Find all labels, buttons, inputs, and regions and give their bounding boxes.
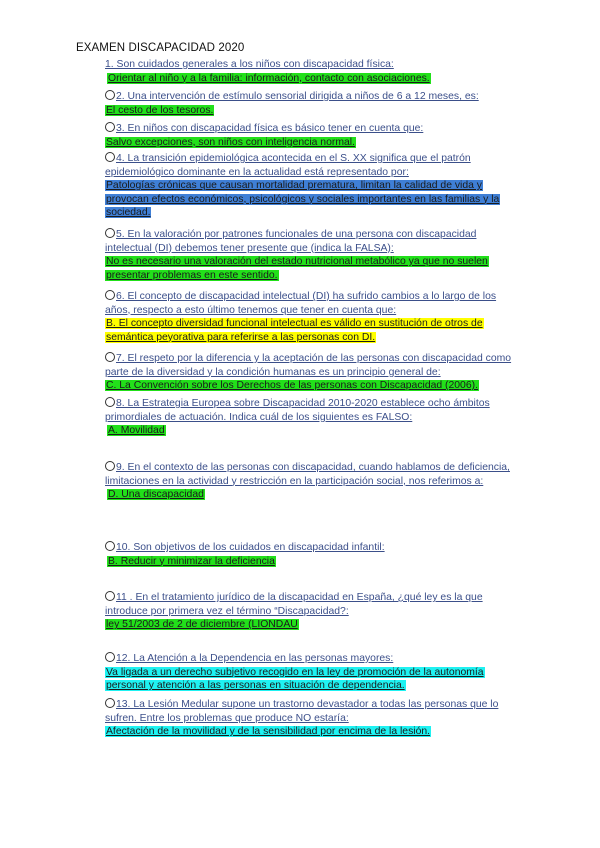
answer-highlight: B. El concepto diversidad funcional intelectual es válido en sustitución de otros de semántica peyorativa para referirse a las personas con DI. — [106, 318, 483, 343]
question-text: 12. La Atención a la Dependencia en las personas mayores: — [116, 653, 394, 664]
radio-button[interactable] — [105, 591, 115, 601]
answer-highlight: A. Movilidad — [108, 425, 165, 437]
answer-highlight: Va ligada a un derecho subjetivo recogido en la ley de promoción de la autonomía personal y atención a las personas en situación de dependencia. — [106, 666, 484, 692]
radio-button[interactable] — [105, 652, 115, 662]
question-text: 9. En el contexto de las personas con discapacidad, cuando hablamos de deficiencia, limitaciones en la actividad y restricción en la participación social, nos referimos a: — [105, 462, 510, 487]
question-8 — [105, 397, 520, 438]
radio-button[interactable] — [105, 290, 115, 300]
answer-highlight: Afectación de la movilidad y de la sensibilidad por encima de la lesión. — [106, 726, 431, 738]
exam-title: EXAMEN DISCAPACIDAD 2020 — [76, 42, 245, 54]
question-text: 6. El concepto de discapacidad intelectual (DI) ha sufrido cambios a lo largo de los años, respecto a esto último tenemos que tener en cuenta que: — [105, 291, 497, 316]
radio-button[interactable] — [105, 698, 115, 708]
question-12 — [105, 652, 517, 693]
question-13 — [105, 698, 520, 739]
question-text: 5. En la valoración por patrones funcionales de una persona con discapacidad intelectual (DI) debemos tener presente que (indica la FALSA): — [105, 229, 477, 254]
question-6 — [105, 290, 515, 344]
answer-highlight: Salvo excepciones, son niños con inteligencia normal. — [106, 136, 355, 148]
question-text: 8. La Estrategia Europea sobre Discapacidad 2010-2020 establece ocho ámbitos primordiales de actuación. Indica cuál de los siguientes es FALSO: — [105, 398, 490, 423]
question-2 — [105, 90, 525, 117]
radio-button[interactable] — [105, 228, 115, 238]
question-5 — [105, 228, 515, 282]
answer-highlight: ley 51/2003 de 2 de diciembre (LIONDAU — [106, 619, 298, 631]
question-text: 11 . En el tratamiento jurídico de la discapacidad en España, ¿qué ley es la que introduce por primera vez el término “Discapacidad?: — [105, 592, 483, 617]
question-4 — [105, 152, 515, 220]
question-7 — [105, 352, 517, 393]
answer-highlight: D. Una discapacidad — [108, 489, 204, 501]
question-text: 10. Son objetivos de los cuidados en discapacidad infantil: — [116, 542, 385, 553]
radio-button[interactable] — [105, 461, 115, 471]
question-text: 3. En niños con discapacidad física es básico tener en cuenta que: — [116, 123, 424, 134]
answer-highlight: B. Reducir y minimizar la deficiencia — [108, 555, 275, 567]
question-11 — [105, 591, 515, 632]
question-1 — [105, 58, 525, 85]
answer-highlight: Orientar al niño y a la familia: información, contacto con asociaciones. — [108, 72, 430, 84]
answer-highlight: El cesto de los tesoros. — [106, 104, 214, 116]
answer-highlight: Patologías crónicas que causan mortalidad prematura, limitan la calidad de vida y provocan efectos económicos, psicológicos y sociales importantes en las familias y la sociedad. — [106, 180, 500, 219]
question-3 — [105, 122, 525, 149]
radio-button[interactable] — [105, 152, 115, 162]
answer-highlight: No es necesario una valoración del estado nutricional metabólico ya que no suelen presentar problemas en este sentido. — [106, 256, 488, 281]
radio-button[interactable] — [105, 122, 115, 132]
radio-button[interactable] — [105, 397, 115, 407]
question-9 — [105, 461, 510, 502]
answer-highlight: C. La Convención sobre los Derechos de las personas con Discapacidad (2006). — [106, 380, 478, 392]
radio-button[interactable] — [105, 90, 115, 100]
question-10 — [105, 541, 525, 568]
radio-button[interactable] — [105, 541, 115, 551]
radio-button[interactable] — [105, 352, 115, 362]
question-text: 2. Una intervención de estímulo sensorial dirigida a niños de 6 a 12 meses, es: — [116, 91, 479, 102]
question-text: 13. La Lesión Medular supone un trastorno devastador a todas las personas que lo sufren. Entre los problemas que produce NO estaría: — [105, 699, 499, 724]
question-text: 1. Son cuidados generales a los niños con discapacidad física: — [105, 59, 394, 70]
question-text: 4. La transición epidemiológica acontecida en el S. XX significa que el patrón epidemiológico dominante en la actualidad está representado por: — [105, 153, 471, 178]
question-text: 7. El respeto por la diferencia y la aceptación de las personas con discapacidad como parte de la diversidad y la condición humanas es un principio general de: — [105, 353, 512, 378]
